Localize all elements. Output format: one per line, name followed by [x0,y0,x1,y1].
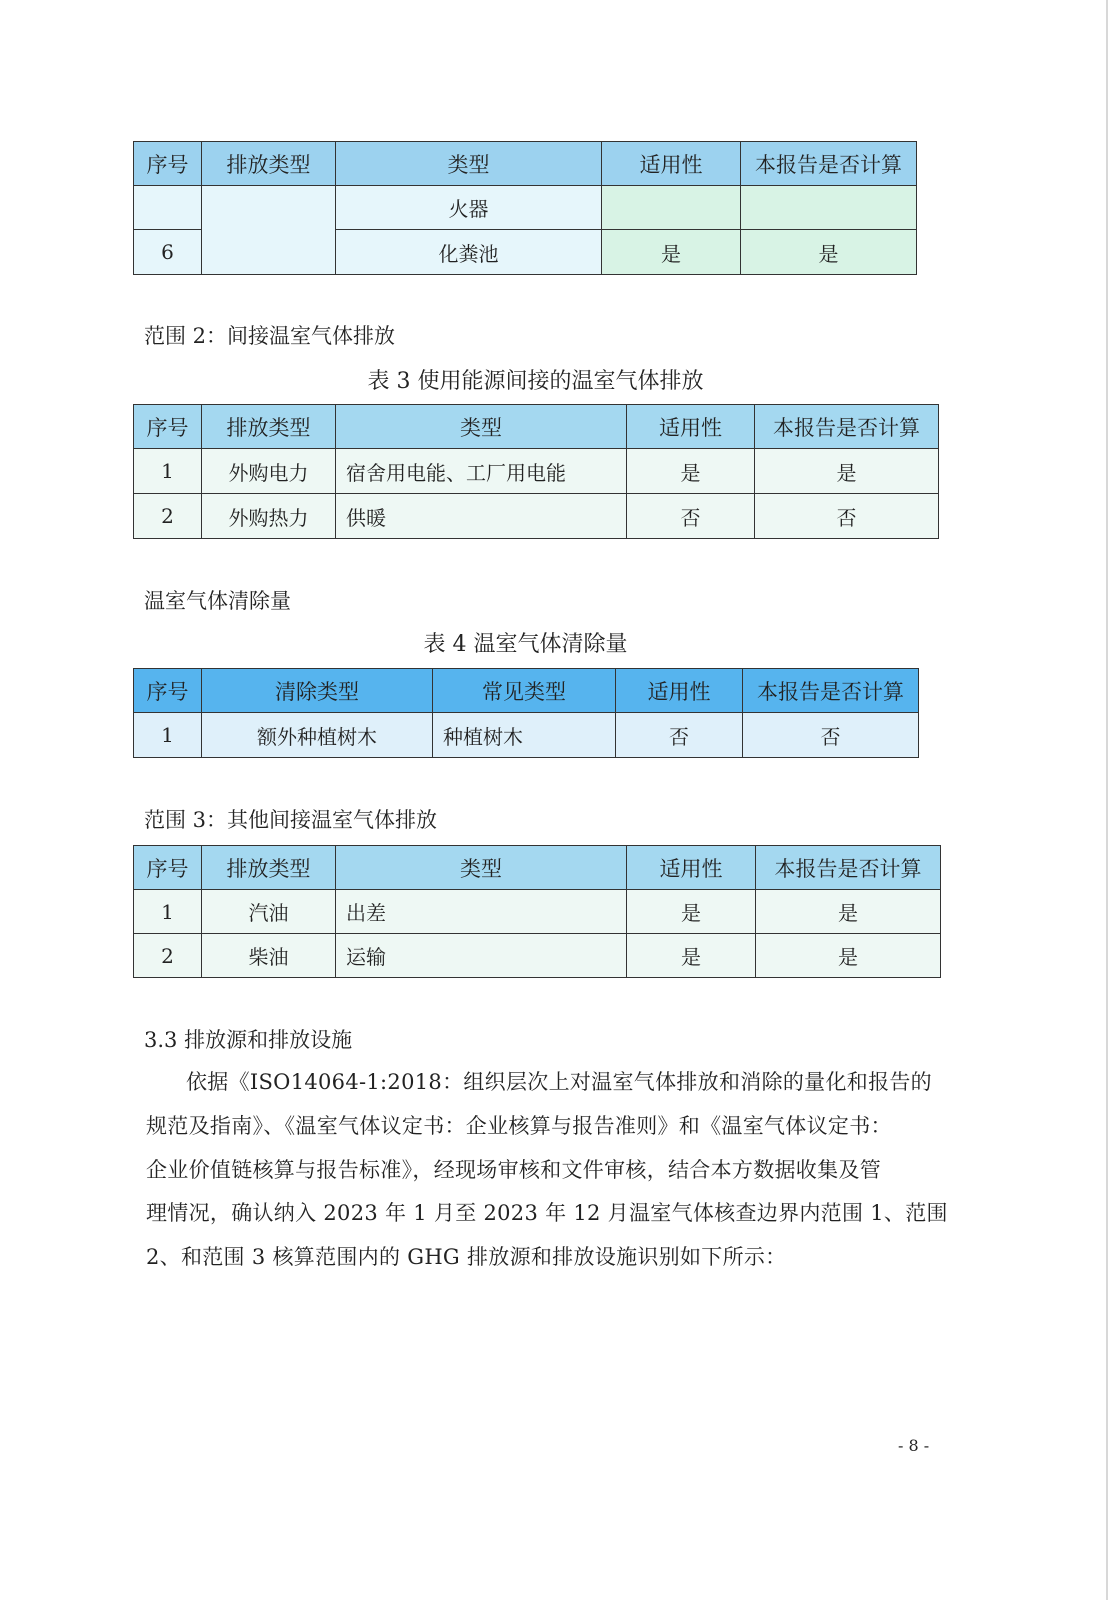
table-row [134,713,919,758]
body-line-1: 依据《ISO14064-1:2018：组织层次上对温室气体排放和消除的量化和报告的 [186,1070,932,1094]
cell-no [134,186,202,230]
cell-type: 宿舍用电能、工厂用电能 [336,449,627,494]
scope2-heading: 范围 2：间接温室气体排放 [144,324,396,348]
cell-calculated: 是 [756,890,941,934]
section-heading: 3.3 排放源和排放设施 [144,1028,353,1052]
cell-calculated: 是 [741,230,917,275]
header-calculated: 本报告是否计算 [741,142,917,186]
page-number: - 8 - [898,1436,930,1455]
cell-no: 1 [134,890,202,934]
header-calculated: 本报告是否计算 [756,846,941,890]
cell-applicable: 是 [602,230,741,275]
header-emission-type: 排放类型 [202,142,336,186]
header-no: 序号 [134,669,202,713]
scope3-heading: 范围 3：其他间接温室气体排放 [144,808,438,832]
header-calculated: 本报告是否计算 [743,669,919,713]
cell-no: 2 [134,494,202,539]
header-emission-type: 排放类型 [202,846,336,890]
header-no: 序号 [134,142,202,186]
header-applicable: 适用性 [602,142,741,186]
cell-type: 运输 [336,934,627,978]
cell-common-type: 种植树木 [433,713,616,758]
cell-type: 化粪池 [336,230,602,275]
cell-type: 供暖 [336,494,627,539]
cell-emission-type: 汽油 [202,890,336,934]
scan-edge-line [1106,0,1108,1600]
header-no: 序号 [134,846,202,890]
cell-no: 6 [134,230,202,275]
cell-removal-type: 额外种植树木 [202,713,433,758]
table-scope3 [133,845,941,978]
header-type: 类型 [336,846,627,890]
cell-applicable: 是 [627,449,755,494]
table-row [134,186,917,230]
table-header-row [134,846,941,890]
body-line-3: 企业价值链核算与报告标准》，经现场审核和文件审核，结合本方数据收集及管 [146,1158,881,1182]
cell-no: 2 [134,934,202,978]
body-line-4: 理情况，确认纳入 2023 年 1 月至 2023 年 12 月温室气体核查边界内范围 1、范围 [146,1201,948,1225]
table-row [134,934,941,978]
table3-caption: 表 4 温室气体清除量 [423,632,628,657]
header-emission-type: 排放类型 [202,405,336,449]
cell-emission-type: 柴油 [202,934,336,978]
cell-applicable [602,186,741,230]
header-applicable: 适用性 [627,405,755,449]
header-applicable: 适用性 [616,669,743,713]
table-scope2 [133,404,939,539]
table-row [134,890,941,934]
table2-caption: 表 3 使用能源间接的温室气体排放 [367,369,704,394]
table-row [134,449,939,494]
table-header-row [134,142,917,186]
cell-calculated: 是 [755,449,939,494]
cell-emission-type [202,186,336,275]
cell-calculated [741,186,917,230]
cell-emission-type: 外购热力 [202,494,336,539]
cell-calculated: 是 [756,934,941,978]
cell-type: 火器 [336,186,602,230]
cell-applicable: 否 [627,494,755,539]
cell-applicable: 是 [627,934,756,978]
body-line-2: 规范及指南》、《温室气体议定书：企业核算与报告准则》和《温室气体议定书： [146,1114,892,1138]
header-common-type: 常见类型 [433,669,616,713]
table-header-row [134,405,939,449]
header-type: 类型 [336,405,627,449]
removal-heading: 温室气体清除量 [144,589,291,613]
header-applicable: 适用性 [627,846,756,890]
cell-applicable: 否 [616,713,743,758]
header-type: 类型 [336,142,602,186]
table-scope1-continued [133,141,917,275]
table-removals [133,668,919,758]
cell-applicable: 是 [627,890,756,934]
cell-type: 出差 [336,890,627,934]
header-removal-type: 清除类型 [202,669,433,713]
cell-calculated: 否 [743,713,919,758]
table-header-row [134,669,919,713]
table-row [134,494,939,539]
cell-emission-type: 外购电力 [202,449,336,494]
cell-calculated: 否 [755,494,939,539]
cell-no: 1 [134,449,202,494]
cell-no: 1 [134,713,202,758]
header-calculated: 本报告是否计算 [755,405,939,449]
body-line-5: 2、和范围 3 核算范围内的 GHG 排放源和排放设施识别如下所示： [146,1245,787,1269]
header-no: 序号 [134,405,202,449]
